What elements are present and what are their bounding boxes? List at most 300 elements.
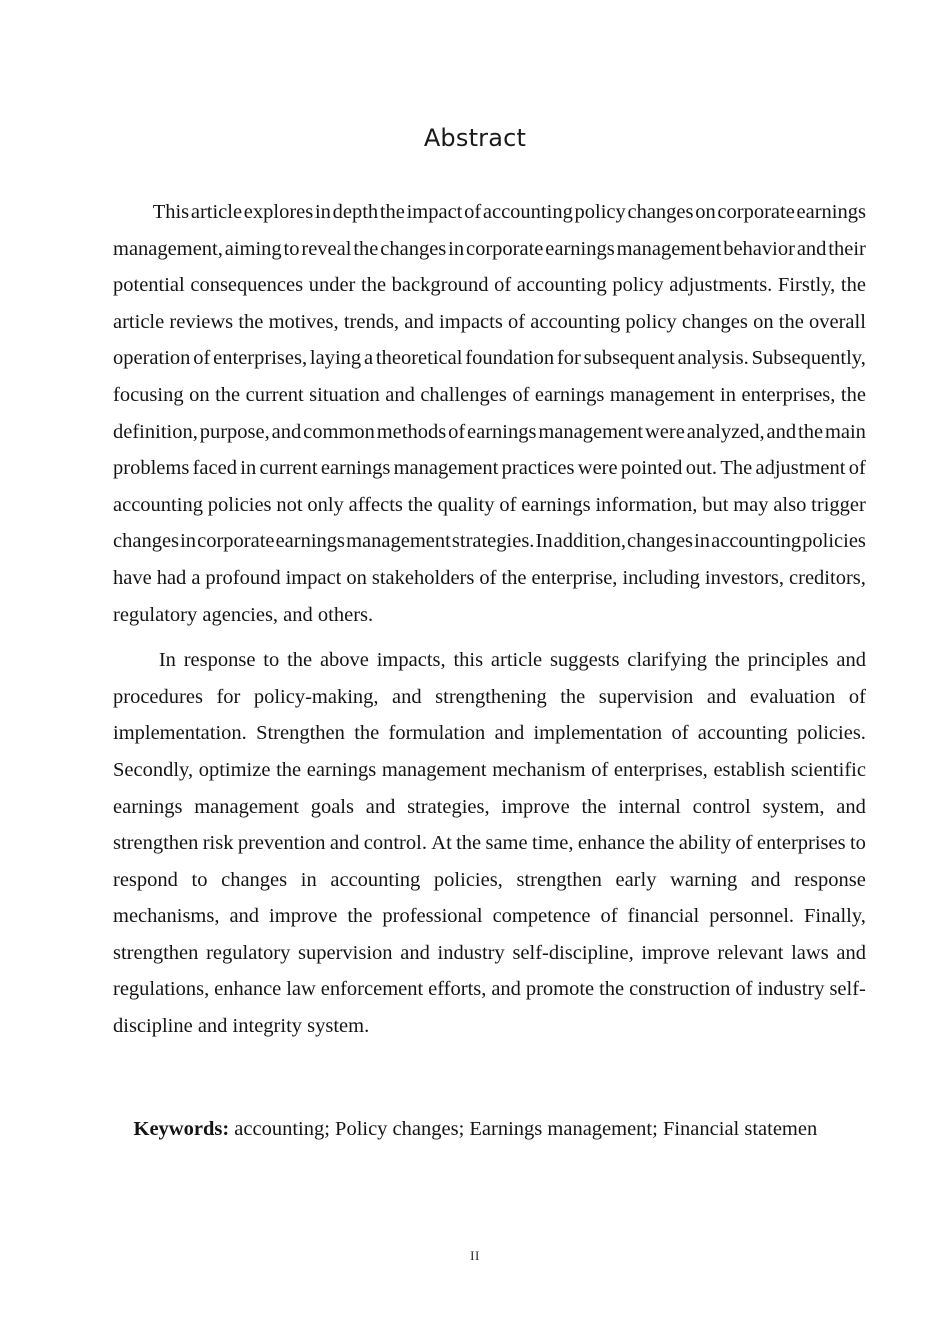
word: only	[307, 493, 344, 516]
word: on	[346, 566, 367, 589]
word: accounting	[530, 310, 621, 333]
word: article	[490, 649, 543, 672]
word: their	[828, 237, 866, 260]
word: impacts	[439, 310, 503, 333]
word: self-	[829, 978, 866, 1001]
word: evaluation	[749, 685, 836, 708]
word: management	[346, 530, 451, 553]
word: changes	[113, 530, 180, 553]
word: in	[180, 530, 197, 553]
word: earnings	[306, 758, 377, 781]
text-line-content	[113, 340, 866, 377]
abstract-paragraph-2	[113, 642, 866, 1045]
word: the	[456, 832, 482, 855]
text-line-content: regulatory agencies, and others.	[113, 603, 374, 626]
word: enterprises	[756, 832, 846, 855]
text-line	[113, 340, 866, 377]
word: regulatory	[206, 941, 291, 964]
word: laying	[309, 347, 362, 370]
word: self-discipline,	[512, 941, 634, 964]
word: and	[494, 722, 525, 745]
text-line-content	[113, 487, 866, 524]
word: problems	[113, 457, 190, 480]
word: risk	[202, 832, 234, 855]
word: earnings	[521, 493, 591, 516]
text-line	[113, 789, 866, 826]
word: changes	[380, 237, 447, 260]
word: strengthen	[516, 868, 602, 891]
word: and	[365, 795, 396, 818]
word: industry	[757, 978, 825, 1001]
text-line-content	[113, 304, 866, 341]
word: theoretical	[375, 347, 463, 370]
word: reviews	[169, 310, 234, 333]
word: practices	[501, 457, 575, 480]
word: management	[381, 758, 487, 781]
word: This	[152, 201, 190, 223]
word: faced	[192, 457, 237, 480]
word: of	[600, 905, 618, 928]
word: accounting	[482, 201, 573, 223]
word: and	[229, 905, 260, 928]
word: the	[361, 274, 387, 297]
word: on	[753, 310, 774, 333]
word: of	[499, 493, 517, 516]
word: but	[702, 493, 729, 516]
word: on	[189, 383, 210, 406]
word: policies	[207, 493, 272, 516]
word: ability	[678, 832, 732, 855]
word: time,	[531, 832, 574, 855]
text-line	[113, 679, 866, 716]
word: aiming	[224, 237, 282, 260]
word: in	[694, 530, 711, 553]
word: management	[538, 420, 644, 443]
word: In	[535, 530, 553, 553]
text-line-content	[113, 862, 866, 899]
word: construction	[629, 978, 731, 1001]
word: also	[773, 493, 807, 516]
text-line	[113, 862, 866, 899]
word: financial	[627, 905, 700, 928]
word: and	[491, 978, 521, 1001]
word: impacts,	[376, 649, 446, 672]
word: had	[156, 566, 187, 589]
word: policies.	[797, 722, 866, 745]
word: same	[485, 832, 528, 855]
word: supervision	[598, 685, 694, 708]
word: in	[314, 201, 331, 223]
word: and	[706, 685, 737, 708]
word: optimize	[198, 758, 271, 781]
word: stakeholders	[371, 566, 475, 589]
text-line-content	[113, 414, 866, 451]
word: analyzed,	[686, 420, 765, 443]
word: of	[591, 758, 609, 781]
word: of	[512, 383, 530, 406]
word: above	[319, 649, 369, 672]
word: changes	[221, 868, 288, 891]
word: not	[276, 493, 303, 516]
word: impact	[285, 566, 342, 589]
word: out.	[685, 457, 718, 480]
word: have	[113, 566, 152, 589]
word: subsequent	[583, 347, 675, 370]
word: early	[615, 868, 657, 891]
word: prevention	[237, 832, 326, 855]
word: corporate	[717, 201, 795, 223]
word: control	[692, 795, 751, 818]
word: to	[283, 237, 300, 260]
word: policies,	[433, 868, 503, 891]
word: investors,	[704, 566, 785, 589]
word: the	[840, 383, 866, 406]
word: internal	[618, 795, 681, 818]
word: clarifying	[627, 649, 707, 672]
word: response	[183, 649, 256, 672]
word: enterprise,	[531, 566, 618, 589]
word: promote	[525, 978, 595, 1001]
first-line-indent	[113, 642, 151, 679]
word: Firstly,	[777, 274, 836, 297]
text-line-content	[113, 194, 866, 231]
word: the	[354, 722, 380, 745]
text-line	[113, 377, 866, 414]
word: mechanism	[492, 758, 586, 781]
word: respond	[113, 868, 178, 891]
word: current	[259, 457, 318, 480]
word: to	[191, 868, 208, 891]
text-line	[113, 267, 866, 304]
word: article	[113, 310, 165, 333]
word: quality	[437, 493, 495, 516]
word: goals	[310, 795, 354, 818]
word: enhance	[214, 978, 282, 1001]
word: under	[308, 274, 356, 297]
text-line-content	[113, 450, 866, 487]
word: the	[649, 832, 675, 855]
word: strengthen	[113, 832, 199, 855]
word: of	[193, 347, 211, 370]
word: article	[190, 201, 243, 223]
word: Secondly,	[113, 758, 194, 781]
word: in	[300, 868, 317, 891]
text-line-content	[113, 825, 866, 862]
word: a	[363, 347, 374, 370]
word: explores	[243, 201, 314, 223]
word: trigger	[811, 493, 866, 516]
text-line-content	[113, 715, 866, 752]
word: main	[824, 420, 866, 443]
word: and	[329, 832, 360, 855]
word: of	[735, 832, 753, 855]
word: The	[720, 457, 753, 480]
word: changes	[681, 310, 748, 333]
word: At	[431, 832, 452, 855]
text-line	[113, 414, 866, 451]
word: of	[448, 420, 466, 443]
text-line	[113, 1008, 866, 1045]
word: overall	[808, 310, 866, 333]
text-line	[113, 450, 866, 487]
word: to	[849, 832, 866, 855]
word: reveal	[301, 237, 352, 260]
word: were	[644, 420, 685, 443]
text-line	[113, 597, 866, 634]
word: control.	[363, 832, 427, 855]
word: improve	[269, 905, 338, 928]
word: a	[191, 566, 201, 589]
word: industry	[437, 941, 505, 964]
word: in	[240, 457, 257, 480]
word: of	[848, 685, 866, 708]
word: and	[400, 941, 430, 964]
word: and	[796, 237, 827, 260]
word: and	[385, 383, 415, 406]
word: current	[245, 383, 304, 406]
text-line-content	[113, 560, 866, 597]
word: and	[836, 941, 866, 964]
word: principles	[747, 649, 829, 672]
abstract-body	[113, 194, 866, 1045]
word: the	[501, 566, 527, 589]
word: response	[794, 868, 866, 891]
word: management	[194, 795, 299, 818]
word: including	[622, 566, 700, 589]
word: methods	[376, 420, 447, 443]
text-line-content	[113, 679, 866, 716]
word: scientific	[790, 758, 866, 781]
word: impact	[406, 201, 463, 223]
word: and	[271, 420, 302, 443]
text-line-content	[113, 642, 866, 679]
word: management	[609, 383, 715, 406]
word: depth	[332, 201, 379, 223]
word: laws	[791, 941, 829, 964]
word: enterprises,	[613, 758, 708, 781]
text-line-content	[113, 523, 866, 560]
word: implementation.	[113, 722, 247, 745]
word: system,	[762, 795, 825, 818]
text-line-content	[113, 971, 866, 1008]
keywords-value: accounting; Policy changes; Earnings management; Financial statemen	[234, 1118, 818, 1140]
text-line	[113, 715, 866, 752]
word: changes	[627, 201, 694, 223]
word: definition,	[113, 420, 198, 443]
word: mechanisms,	[113, 905, 220, 928]
word: accounting	[711, 530, 802, 553]
text-line-content: discipline and integrity system.	[113, 1015, 370, 1038]
word: management	[393, 457, 499, 480]
word: warning	[670, 868, 738, 891]
word: policy	[612, 274, 664, 297]
word: earnings	[275, 530, 346, 553]
keywords-label: Keywords:	[133, 1118, 230, 1140]
word: to	[263, 649, 280, 672]
word: earnings	[534, 383, 605, 406]
word: the	[215, 383, 241, 406]
page-number: II	[470, 1248, 480, 1263]
word: of	[508, 310, 526, 333]
word: and	[750, 868, 781, 891]
text-line	[113, 642, 866, 679]
word: changes	[627, 530, 694, 553]
text-line	[113, 231, 866, 268]
word: the	[379, 201, 405, 223]
word: the	[599, 978, 625, 1001]
word: efforts,	[428, 978, 487, 1001]
word: the	[276, 758, 302, 781]
word: policies	[802, 530, 866, 553]
word: enforcement	[320, 978, 424, 1001]
text-line	[113, 898, 866, 935]
word: background	[391, 274, 489, 297]
word: management	[616, 237, 722, 260]
word: policy-making,	[253, 685, 379, 708]
word: implementation	[533, 722, 663, 745]
word: for	[216, 685, 241, 708]
word: Finally,	[804, 905, 866, 928]
word: motives,	[268, 310, 339, 333]
word: of	[848, 457, 866, 480]
word: enterprises,	[741, 383, 836, 406]
keywords-line	[113, 1084, 866, 1174]
word: accounting	[697, 722, 788, 745]
word: earnings	[796, 201, 866, 223]
word: strengthen	[113, 941, 199, 964]
word: pointed	[620, 457, 683, 480]
word: earnings	[320, 457, 391, 480]
text-line	[113, 523, 866, 560]
text-line	[113, 752, 866, 789]
word: corporate	[465, 237, 544, 260]
text-line-content	[113, 935, 866, 972]
word: situation	[309, 383, 380, 406]
text-line-content	[113, 752, 866, 789]
word: earnings	[467, 420, 537, 443]
word: and	[836, 649, 866, 672]
word: and	[836, 795, 866, 818]
word: earnings	[545, 237, 615, 260]
text-line	[113, 560, 866, 597]
word: and	[404, 310, 434, 333]
word: the	[238, 310, 264, 333]
word: adjustment	[755, 457, 846, 480]
word: potential	[113, 274, 185, 297]
word: Strengthen	[256, 722, 345, 745]
word: and	[392, 685, 422, 708]
word: procedures	[113, 685, 203, 708]
word: personnel.	[709, 905, 795, 928]
word: improve	[501, 795, 570, 818]
word: suggests	[549, 649, 620, 672]
word: information,	[595, 493, 698, 516]
paragraph-spacer	[113, 633, 866, 642]
word: the	[778, 310, 804, 333]
word: the	[287, 649, 313, 672]
text-line-content	[113, 267, 866, 304]
word: the	[347, 905, 373, 928]
word: the	[353, 237, 379, 260]
word: in	[720, 383, 736, 406]
word: consequences	[190, 274, 304, 297]
text-line	[113, 971, 866, 1008]
word: supervision	[298, 941, 393, 964]
word: formulation	[388, 722, 486, 745]
word: of	[479, 566, 497, 589]
word: professional	[382, 905, 483, 928]
word: in	[448, 237, 465, 260]
word: of	[464, 201, 482, 223]
word: the	[798, 420, 824, 443]
word: corporate	[197, 530, 275, 553]
word: on	[695, 201, 716, 223]
text-line	[113, 825, 866, 862]
word: analysis.	[677, 347, 749, 370]
word: the	[407, 493, 433, 516]
word: were	[577, 457, 618, 480]
word: adjustments.	[669, 274, 773, 297]
word: strategies,	[407, 795, 490, 818]
page-title: Abstract	[423, 124, 527, 152]
word: challenges	[420, 383, 507, 406]
word: behavior	[723, 237, 795, 260]
word: this	[453, 649, 484, 672]
text-line-content	[113, 898, 866, 935]
word: the	[714, 649, 740, 672]
word: law	[286, 978, 316, 1001]
word: enterprises,	[213, 347, 308, 370]
word: policy	[574, 201, 626, 223]
word: improve	[641, 941, 710, 964]
text-line	[113, 194, 866, 231]
word: may	[733, 493, 769, 516]
abstract-paragraph-1	[113, 194, 866, 633]
text-line	[113, 304, 866, 341]
word: In	[158, 649, 176, 672]
word: earnings	[113, 795, 183, 818]
word: Subsequently,	[751, 347, 866, 370]
word: competence	[492, 905, 591, 928]
word: addition,	[553, 530, 626, 553]
word: purpose,	[199, 420, 270, 443]
word: profound	[205, 566, 281, 589]
word: affects	[348, 493, 403, 516]
word: management,	[113, 237, 223, 260]
word: for	[556, 347, 581, 370]
word: establish	[713, 758, 786, 781]
word: enhance	[577, 832, 645, 855]
text-line	[113, 935, 866, 972]
word: focusing	[113, 383, 184, 406]
word: the	[581, 795, 607, 818]
word: regulations,	[113, 978, 210, 1001]
text-line-content	[113, 789, 866, 826]
word: trends,	[343, 310, 400, 333]
text-line	[113, 487, 866, 524]
word: accounting	[516, 274, 607, 297]
word: operation	[113, 347, 191, 370]
word: common	[303, 420, 375, 443]
word: accounting	[330, 868, 421, 891]
word: of	[671, 722, 689, 745]
word: foundation	[465, 347, 555, 370]
word: policy	[625, 310, 677, 333]
word: strategies.	[451, 530, 535, 553]
word: the	[560, 685, 586, 708]
word: of	[735, 978, 753, 1001]
word: relevant	[717, 941, 784, 964]
